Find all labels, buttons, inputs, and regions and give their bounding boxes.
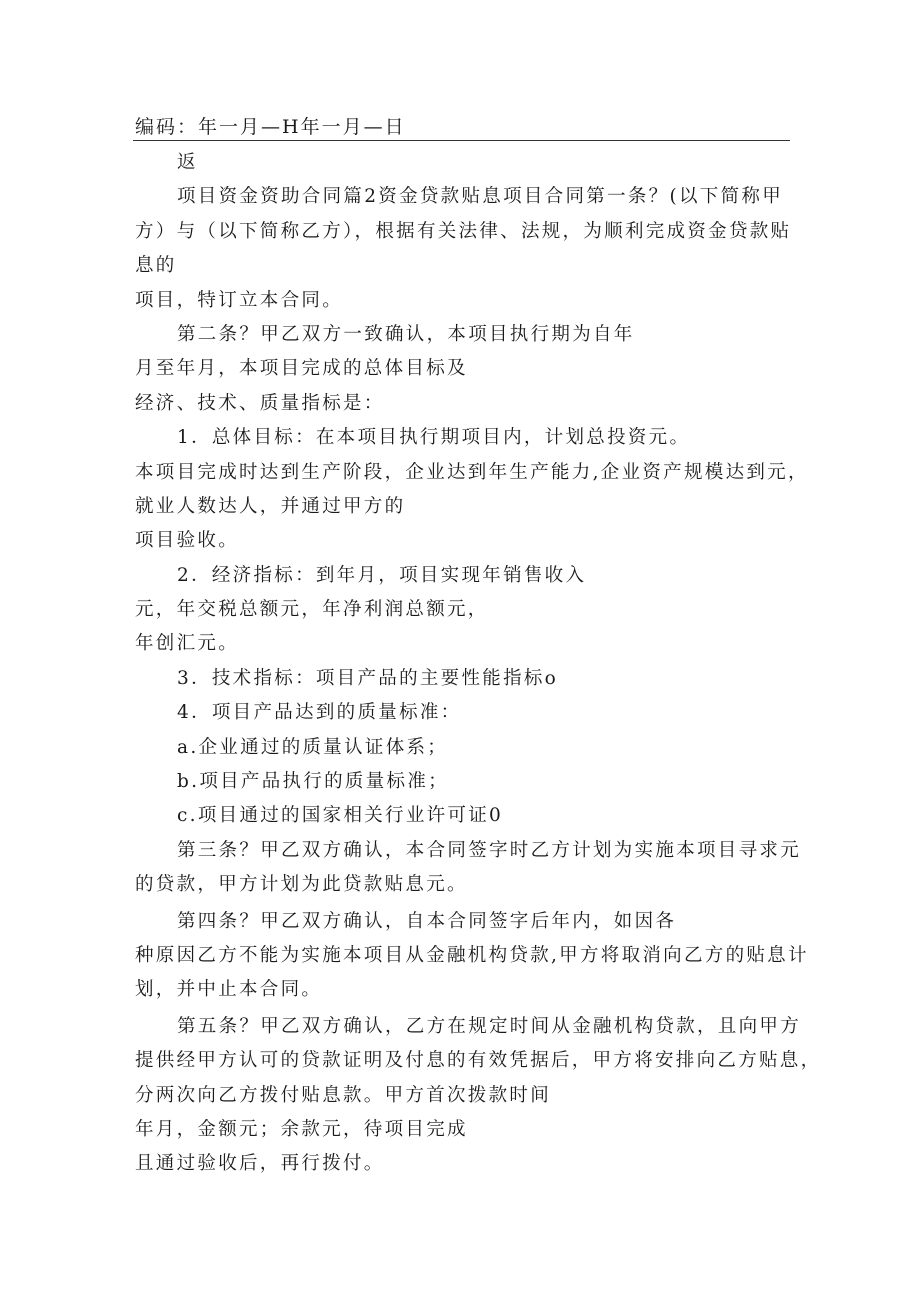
paragraph-line: 项目资金资助合同篇2资金贷款贴息项目合同第一条？(以下简称甲 — [177, 186, 783, 208]
paragraph-line: 元，年交税总额元，年净利润总额元， — [135, 599, 489, 621]
header-divider — [133, 140, 790, 141]
paragraph-line: 2．经济指标：到年月，项目实现年销售收入 — [177, 564, 587, 586]
paragraph-line: a.企业通过的质量认证体系； — [177, 736, 449, 758]
paragraph-line: 3．技术指标：项目产品的主要性能指标o — [177, 667, 559, 689]
paragraph-line: 就业人数达人，并通过甲方的 — [135, 495, 406, 517]
contract-body — [135, 146, 822, 1182]
paragraph-line: 1．总体目标：在本项目执行期项目内，计划总投资元。 — [177, 427, 691, 449]
paragraph-line: 项目，特订立本合同。 — [135, 289, 344, 311]
paragraph-line: 分两次向乙方拨付贴息款。甲方首次拨款时间 — [135, 1084, 552, 1106]
paragraph-line: 且通过验收后，再行拨付。 — [135, 1153, 385, 1175]
paragraph-line: 年月，金额元；余款元，待项目完成 — [135, 1118, 468, 1140]
paragraph-line: 种原因乙方不能为实施本项目从金融机构贷款,甲方将取消向乙方的贴息计 — [135, 944, 809, 966]
paragraph-line: 本项目完成时达到生产阶段，企业达到年生产能力,企业资产规模达到元， — [135, 461, 809, 483]
paragraph-line: 经济、技术、质量指标是： — [135, 392, 385, 414]
paragraph-line: 提供经甲方认可的贷款证明及付息的有效凭据后，甲方将安排向乙方贴息， — [135, 1050, 822, 1072]
paragraph-line: 第五条？甲乙双方确认，乙方在规定时间从金融机构贷款，且向甲方 — [177, 1015, 802, 1037]
paragraph-line: 项目验收。 — [135, 530, 240, 552]
paragraph-line: 方）与（以下简称乙方），根据有关法律、法规，为顺利完成资金贷款贴 — [135, 220, 792, 242]
paragraph-line: 第四条？甲乙双方确认，自本合同签字后年内，如因各 — [177, 910, 677, 932]
paragraph-line: 的贷款，甲方计划为此贷款贴息元。 — [135, 874, 468, 896]
paragraph-line: c.项目通过的国家相关行业许可证0 — [177, 805, 504, 827]
paragraph-line: 4．项目产品达到的质量标准： — [177, 702, 462, 724]
paragraph-line: 月至年月，本项目完成的总体目标及 — [135, 358, 468, 380]
document-code-header: 编码：年一月—H年一月—日 — [135, 116, 406, 138]
paragraph-line: 第二条？甲乙双方一致确认，本项目执行期为自年 — [177, 323, 635, 345]
paragraph-line: 第三条？甲乙双方确认，本合同签字时乙方计划为实施本项目寻求元 — [177, 839, 802, 861]
paragraph-line: 息的 — [135, 255, 177, 277]
paragraph-line: b.项目产品执行的质量标准； — [177, 771, 449, 793]
paragraph-line: 划，并中止本合同。 — [135, 979, 323, 1001]
paragraph-line: 年创汇元。 — [135, 633, 240, 655]
paragraph-line: 返 — [177, 152, 198, 173]
